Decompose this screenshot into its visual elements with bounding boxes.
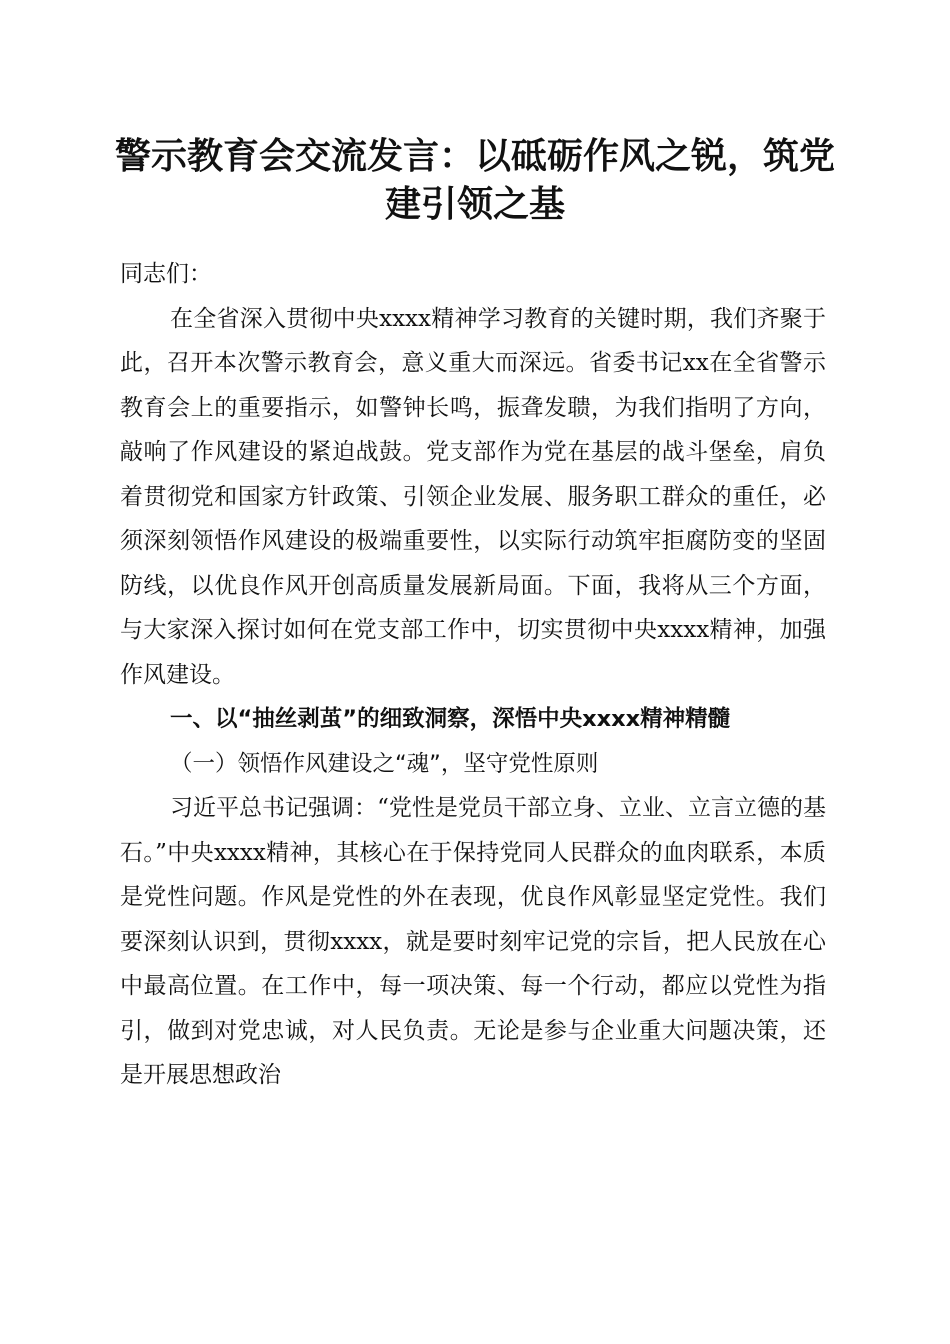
subsection-paragraph-1: 习近平总书记强调：“党性是党员干部立身、立业、立言立德的基石。”中央xxxx精神，其核心在于保持党同人民群众的血肉联系，本质是党性问题。作风是党性的外在表现，优良作风彰显坚定党性。我们要深刻认识到，贯彻xxxx，就是要时刻牢记党的宗旨，把人民放在心中最高位置。在工作中，每一项决策、每一个行动，都应以党性为指引，做到对党忠诚，对人民负责。无论是参与企业重大问题决策，还是开展思想政治	[120, 795, 826, 1088]
document-title: 警示教育会交流发言：以砥砺作风之锐，筑党建引领之基	[114, 135, 835, 225]
document-body	[120, 252, 826, 1098]
subsection-heading-1: （一）领悟作风建设之“魂”，坚守党性原则	[170, 750, 599, 777]
section-heading-1: 一、以“抽丝剥茧”的细致洞察，深悟中央xxxx精神精髓	[170, 706, 731, 732]
intro-paragraph: 在全省深入贯彻中央xxxx精神学习教育的关键时期，我们齐聚于此，召开本次警示教育会，意义重大而深远。省委书记xx在全省警示教育会上的重要指示，如警钟长鸣，振聋发聩，为我们指明了方向，敲响了作风建设的紧迫战鼓。党支部作为党在基层的战斗堡垒，肩负着贯彻党和国家方针政策、引领企业发展、服务职工群众的重任，必须深刻领悟作风建设的极端重要性，以实际行动筑牢拒腐防变的坚固防线，以优良作风开创高质量发展新局面。下面，我将从三个方面，与大家深入探讨如何在党支部工作中，切实贯彻中央xxxx精神，加强作风建设。	[120, 305, 826, 688]
salutation: 同志们：	[120, 261, 212, 287]
